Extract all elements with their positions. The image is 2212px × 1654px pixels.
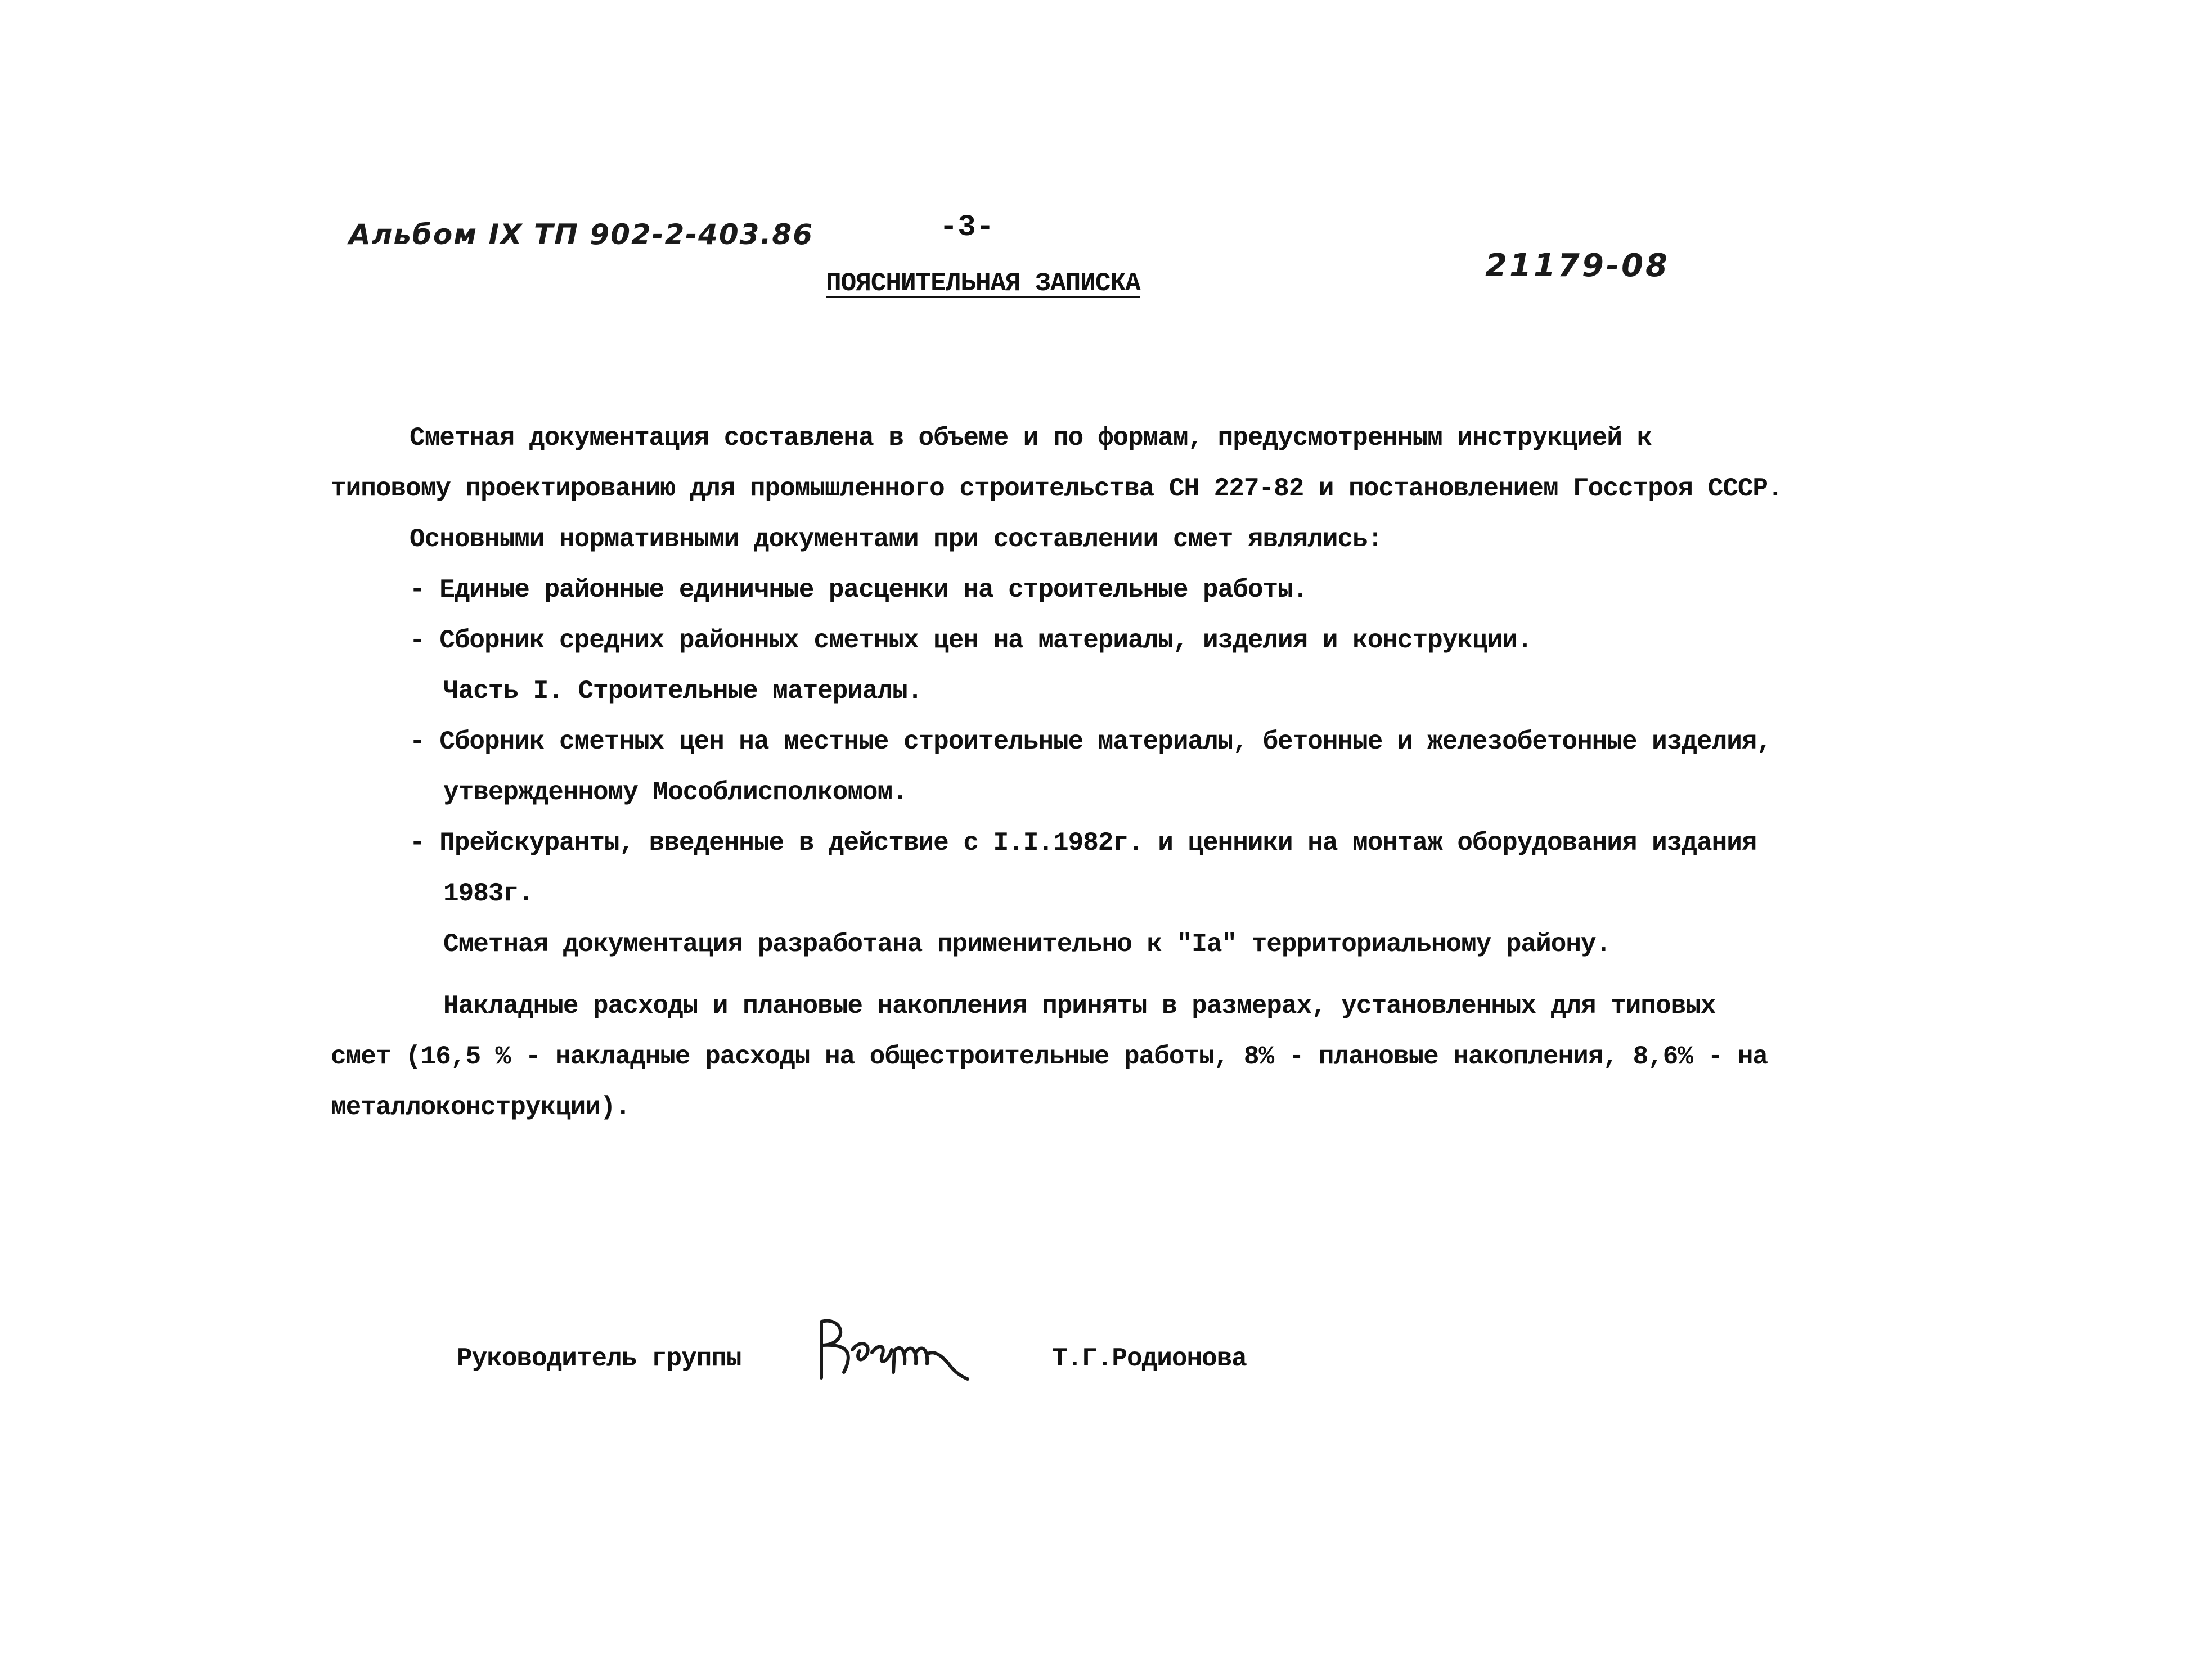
body-line: типовому проектированию для промышленного строительства СН 227-82 и постановлением Госстроя СССР.: [331, 474, 1783, 503]
body-line: Сметная документация составлена в объеме и по формам, предусмотренным инструкцией к: [410, 423, 1652, 453]
album-reference: Альбом IX ТП 902-2-403.86: [349, 218, 814, 251]
signatory-role: Руководитель группы: [457, 1344, 741, 1373]
page-number: -3-: [939, 210, 995, 245]
list-item: - Сборник сметных цен на местные строительные материалы, бетонные и железобетонные изделия,: [410, 727, 1772, 756]
list-item-continuation: 1983г.: [443, 879, 533, 908]
document-title: ПОЯСНИТЕЛЬНАЯ ЗАПИСКА: [826, 269, 1140, 298]
body-line: Накладные расходы и плановые накопления приняты в размерах, установленных для типовых: [443, 992, 1716, 1021]
body-line: смет (16,5 % - накладные расходы на общестроительные работы, 8% - плановые накопления, 8,6% - на: [331, 1042, 1768, 1071]
document-code: 21179-08: [1485, 247, 1670, 284]
body-line: Основными нормативными документами при составлении смет являлись:: [410, 525, 1383, 554]
body-line: металлоконструкции).: [331, 1093, 631, 1122]
list-item: - Единые районные единичные расценки на строительные работы.: [410, 575, 1308, 605]
list-item-continuation: утвержденному Мособлисполкомом.: [443, 778, 907, 807]
list-item: - Прейскуранты, введенные в действие с I.I.1982г. и ценники на монтаж оборудования издания: [410, 828, 1757, 858]
handwritten-signature: [810, 1310, 979, 1389]
signatory-name: Т.Г.Родионова: [1052, 1344, 1247, 1373]
body-line: Сметная документация разработана применительно к "Iа" территориальному району.: [443, 930, 1611, 959]
list-item: - Сборник средних районных сметных цен на материалы, изделия и конструкции.: [410, 626, 1532, 655]
list-item-continuation: Часть I. Строительные материалы.: [443, 677, 923, 706]
